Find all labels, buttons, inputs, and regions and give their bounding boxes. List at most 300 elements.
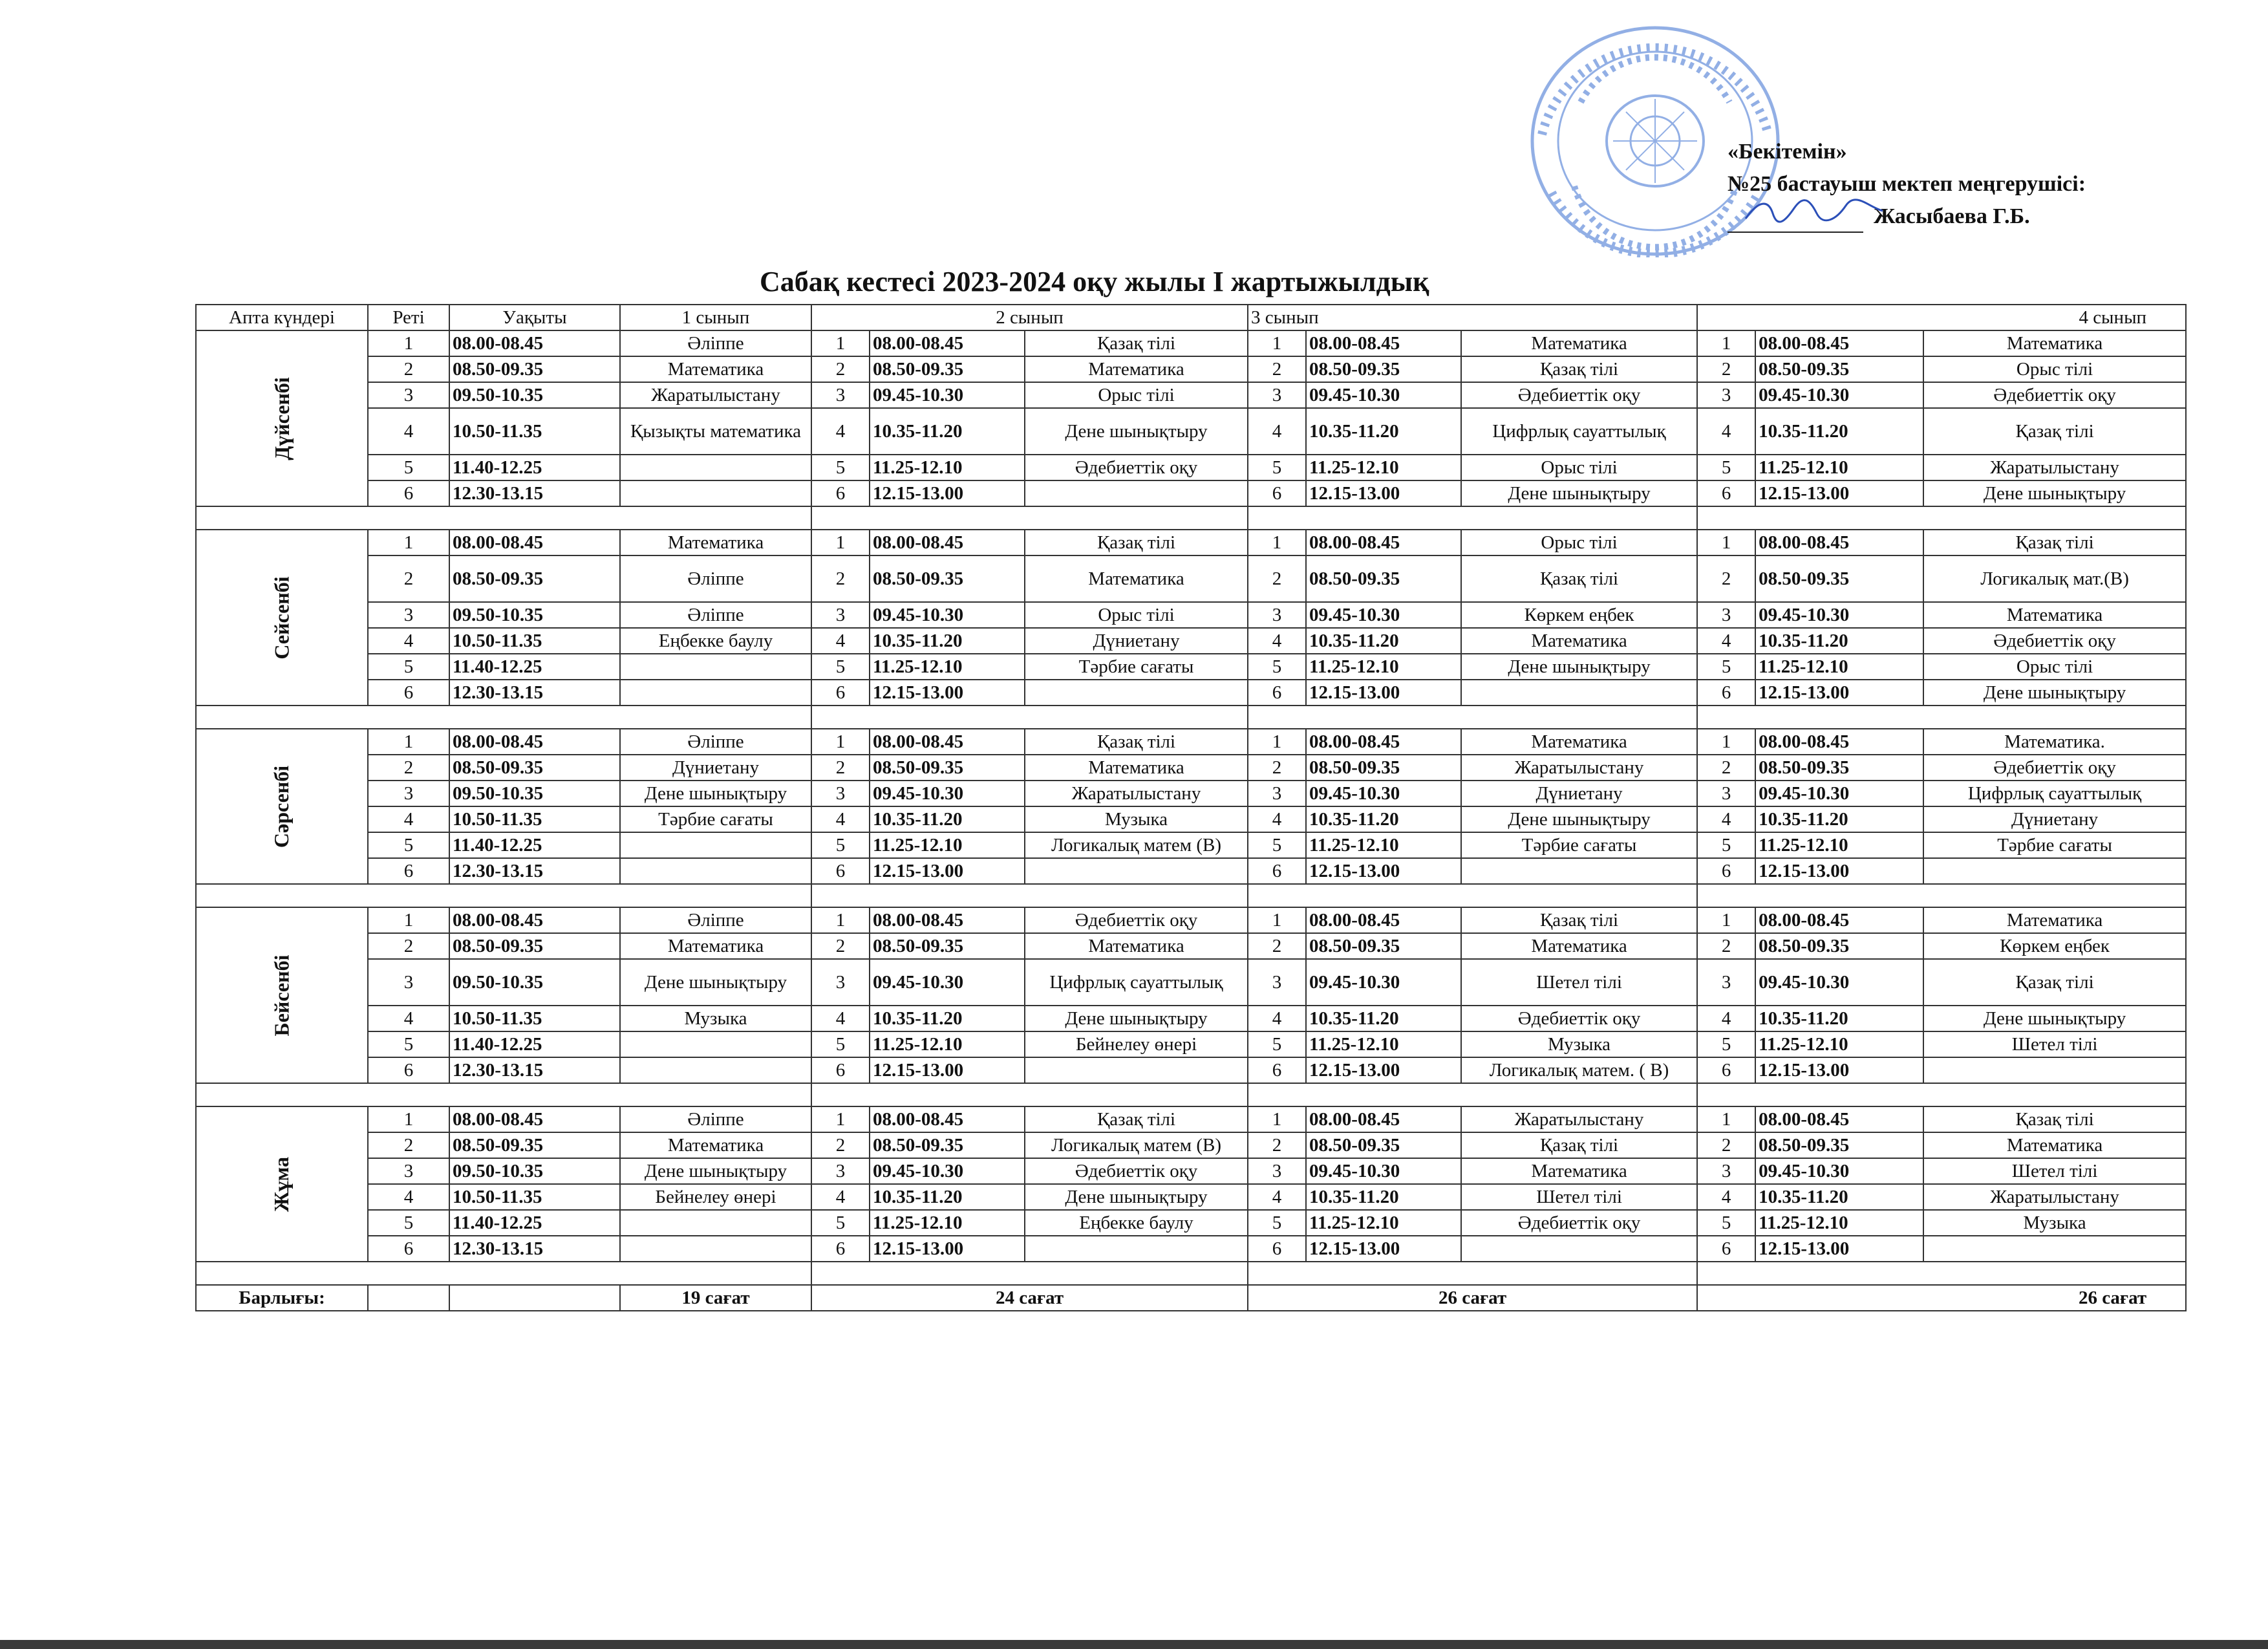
lesson-number-class4: 3 — [1697, 1158, 1755, 1184]
approval-title: «Бекітемін» — [1728, 140, 1847, 164]
lesson-time-class4: 09.45-10.30 — [1755, 602, 1923, 628]
lesson-time-class1: 08.50-09.35 — [449, 755, 620, 781]
lesson-time-class1: 09.50-10.35 — [449, 781, 620, 806]
lesson-number-class4: 5 — [1697, 832, 1755, 858]
table-row — [196, 1236, 2186, 1262]
subject-class4: Орыс тілі — [1923, 356, 2186, 382]
lesson-time-class1: 09.50-10.35 — [449, 382, 620, 408]
lesson-time-class1: 08.00-08.45 — [449, 330, 620, 356]
separator-row — [196, 706, 2186, 729]
subject-class2: Әдебиеттік оқу — [1025, 1158, 1248, 1184]
lesson-time-class4: 08.00-08.45 — [1755, 907, 1923, 933]
lesson-time-class2: 11.25-12.10 — [870, 654, 1025, 680]
lesson-time-class4: 10.35-11.20 — [1755, 1184, 1923, 1210]
table-row — [196, 654, 2186, 680]
lesson-number-class2: 4 — [811, 408, 870, 455]
lesson-time-class2: 12.15-13.00 — [870, 1236, 1025, 1262]
lesson-number-class2: 3 — [811, 781, 870, 806]
subject-class2: Дене шынықтыру — [1025, 1184, 1248, 1210]
subject-class2: Дене шынықтыру — [1025, 1006, 1248, 1031]
totals-class4: 26 сағат — [1697, 1285, 2186, 1311]
lesson-number-class1: 5 — [368, 832, 449, 858]
lesson-time-class4: 09.45-10.30 — [1755, 959, 1923, 1006]
lesson-time-class2: 12.15-13.00 — [870, 858, 1025, 884]
lesson-number-class2: 2 — [811, 356, 870, 382]
separator-row — [196, 506, 2186, 530]
lesson-time-class3: 08.50-09.35 — [1306, 356, 1461, 382]
header-class1: 1 сынып — [620, 305, 811, 330]
lesson-number-class4: 1 — [1697, 1106, 1755, 1132]
subject-class4: Жаратылыстану — [1923, 455, 2186, 480]
lesson-number-class2: 5 — [811, 1031, 870, 1057]
subject-class1: Математика — [620, 530, 811, 555]
subject-class4: Шетел тілі — [1923, 1031, 2186, 1057]
lesson-number-class3: 1 — [1248, 1106, 1306, 1132]
lesson-number-class2: 3 — [811, 602, 870, 628]
lesson-number-class4: 6 — [1697, 680, 1755, 706]
lesson-time-class3: 11.25-12.10 — [1306, 1031, 1461, 1057]
table-row — [196, 933, 2186, 959]
lesson-time-class2: 11.25-12.10 — [870, 455, 1025, 480]
subject-class3: Қазақ тілі — [1461, 555, 1697, 602]
subject-class1: Математика — [620, 1132, 811, 1158]
table-row — [196, 455, 2186, 480]
header-order: Реті — [368, 305, 449, 330]
lesson-number-class4: 4 — [1697, 1006, 1755, 1031]
subject-class3: Шетел тілі — [1461, 1184, 1697, 1210]
subject-class2: Орыс тілі — [1025, 382, 1248, 408]
lesson-time-class1: 10.50-11.35 — [449, 806, 620, 832]
lesson-time-class3: 08.00-08.45 — [1306, 530, 1461, 555]
lesson-number-class2: 6 — [811, 1057, 870, 1083]
separator-cell — [196, 1083, 811, 1106]
lesson-number-class1: 6 — [368, 680, 449, 706]
lesson-number-class3: 3 — [1248, 602, 1306, 628]
lesson-time-class4: 09.45-10.30 — [1755, 1158, 1923, 1184]
lesson-number-class4: 2 — [1697, 356, 1755, 382]
lesson-time-class2: 10.35-11.20 — [870, 1006, 1025, 1031]
lesson-time-class2: 08.50-09.35 — [870, 356, 1025, 382]
table-row — [196, 680, 2186, 706]
lesson-time-class4: 08.00-08.45 — [1755, 330, 1923, 356]
lesson-number-class4: 4 — [1697, 628, 1755, 654]
lesson-time-class2: 12.15-13.00 — [870, 1057, 1025, 1083]
subject-class4: Математика — [1923, 330, 2186, 356]
header-class3: 3 сынып — [1248, 305, 1697, 330]
subject-class2: Логикалық матем (В) — [1025, 1132, 1248, 1158]
lesson-time-class3: 11.25-12.10 — [1306, 654, 1461, 680]
lesson-time-class3: 08.00-08.45 — [1306, 907, 1461, 933]
separator-cell — [1248, 1083, 1697, 1106]
lesson-number-class1: 4 — [368, 806, 449, 832]
lesson-number-class1: 4 — [368, 628, 449, 654]
subject-class2 — [1025, 1057, 1248, 1083]
lesson-number-class2: 3 — [811, 382, 870, 408]
table-row — [196, 1031, 2186, 1057]
lesson-number-class2: 2 — [811, 755, 870, 781]
subject-class4: Дене шынықтыру — [1923, 480, 2186, 506]
lesson-time-class1: 08.50-09.35 — [449, 1132, 620, 1158]
separator-cell — [196, 506, 811, 530]
subject-class1 — [620, 1057, 811, 1083]
subject-class1 — [620, 480, 811, 506]
lesson-time-class3: 11.25-12.10 — [1306, 832, 1461, 858]
day-label — [196, 530, 368, 706]
subject-class2: Музыка — [1025, 806, 1248, 832]
lesson-time-class2: 09.45-10.30 — [870, 781, 1025, 806]
lesson-time-class4: 09.45-10.30 — [1755, 382, 1923, 408]
separator-cell — [1248, 506, 1697, 530]
subject-class4: Шетел тілі — [1923, 1158, 2186, 1184]
lesson-time-class1: 08.50-09.35 — [449, 933, 620, 959]
lesson-number-class1: 1 — [368, 330, 449, 356]
separator-cell — [1697, 706, 2186, 729]
lesson-number-class3: 6 — [1248, 858, 1306, 884]
lesson-time-class1: 11.40-12.25 — [449, 654, 620, 680]
lesson-time-class3: 08.50-09.35 — [1306, 933, 1461, 959]
lesson-number-class3: 6 — [1248, 680, 1306, 706]
lesson-number-class1: 3 — [368, 781, 449, 806]
lesson-time-class4: 11.25-12.10 — [1755, 1031, 1923, 1057]
lesson-number-class1: 2 — [368, 1132, 449, 1158]
day-name: Сәрсенбі — [270, 765, 294, 848]
lesson-time-class3: 12.15-13.00 — [1306, 1236, 1461, 1262]
lesson-number-class4: 4 — [1697, 806, 1755, 832]
lesson-time-class4: 10.35-11.20 — [1755, 628, 1923, 654]
subject-class3: Жаратылыстану — [1461, 1106, 1697, 1132]
totals-row — [196, 1285, 2186, 1311]
subject-class2 — [1025, 480, 1248, 506]
lesson-number-class4: 5 — [1697, 1210, 1755, 1236]
subject-class3: Дене шынықтыру — [1461, 806, 1697, 832]
subject-class4: Тәрбие сағаты — [1923, 832, 2186, 858]
lesson-time-class1: 11.40-12.25 — [449, 832, 620, 858]
lesson-number-class2: 2 — [811, 933, 870, 959]
subject-class4: Дүниетану — [1923, 806, 2186, 832]
lesson-number-class4: 3 — [1697, 602, 1755, 628]
lesson-number-class3: 6 — [1248, 480, 1306, 506]
subject-class4: Дене шынықтыру — [1923, 680, 2186, 706]
lesson-number-class4: 1 — [1697, 907, 1755, 933]
lesson-time-class3: 12.15-13.00 — [1306, 680, 1461, 706]
subject-class1 — [620, 832, 811, 858]
schedule-body — [196, 330, 2186, 1285]
table-row — [196, 1106, 2186, 1132]
subject-class4: Математика — [1923, 602, 2186, 628]
subject-class2: Қазақ тілі — [1025, 1106, 1248, 1132]
lesson-number-class4: 5 — [1697, 654, 1755, 680]
separator-row — [196, 1083, 2186, 1106]
lesson-time-class4: 11.25-12.10 — [1755, 1210, 1923, 1236]
lesson-number-class3: 1 — [1248, 530, 1306, 555]
lesson-number-class1: 1 — [368, 907, 449, 933]
lesson-time-class2: 10.35-11.20 — [870, 628, 1025, 654]
subject-class3 — [1461, 680, 1697, 706]
subject-class2: Орыс тілі — [1025, 602, 1248, 628]
day-name: Бейсенбі — [270, 954, 294, 1036]
subject-class1 — [620, 858, 811, 884]
subject-class4: Математика. — [1923, 729, 2186, 755]
lesson-number-class3: 4 — [1248, 408, 1306, 455]
lesson-number-class2: 4 — [811, 1184, 870, 1210]
lesson-time-class3: 09.45-10.30 — [1306, 1158, 1461, 1184]
subject-class2: Дүниетану — [1025, 628, 1248, 654]
lesson-number-class1: 6 — [368, 858, 449, 884]
separator-cell — [811, 1083, 1248, 1106]
subject-class3: Математика — [1461, 330, 1697, 356]
lesson-number-class1: 3 — [368, 959, 449, 1006]
approval-position: №25 бастауыш мектеп меңгерушісі: — [1728, 172, 2086, 196]
lesson-time-class3: 11.25-12.10 — [1306, 455, 1461, 480]
table-row — [196, 1158, 2186, 1184]
subject-class1 — [620, 1236, 811, 1262]
totals-empty-1 — [368, 1285, 449, 1311]
subject-class4: Қазақ тілі — [1923, 959, 2186, 1006]
table-row — [196, 1006, 2186, 1031]
lesson-number-class1: 2 — [368, 933, 449, 959]
lesson-number-class4: 6 — [1697, 1236, 1755, 1262]
lesson-time-class3: 11.25-12.10 — [1306, 1210, 1461, 1236]
lesson-time-class4: 10.35-11.20 — [1755, 1006, 1923, 1031]
lesson-number-class3: 2 — [1248, 555, 1306, 602]
lesson-time-class4: 08.50-09.35 — [1755, 755, 1923, 781]
subject-class1: Бейнелеу өнері — [620, 1184, 811, 1210]
lesson-number-class2: 5 — [811, 654, 870, 680]
lesson-time-class4: 12.15-13.00 — [1755, 1236, 1923, 1262]
subject-class1: Әліппе — [620, 1106, 811, 1132]
lesson-time-class3: 08.50-09.35 — [1306, 755, 1461, 781]
subject-class1: Дүниетану — [620, 755, 811, 781]
subject-class2: Математика — [1025, 555, 1248, 602]
table-row — [196, 382, 2186, 408]
lesson-time-class4: 10.35-11.20 — [1755, 408, 1923, 455]
subject-class4: Математика — [1923, 1132, 2186, 1158]
table-row — [196, 1184, 2186, 1210]
subject-class1: Музыка — [620, 1006, 811, 1031]
subject-class3: Дене шынықтыру — [1461, 480, 1697, 506]
subject-class3: Математика — [1461, 1158, 1697, 1184]
table-row — [196, 1057, 2186, 1083]
lesson-time-class3: 08.50-09.35 — [1306, 555, 1461, 602]
subject-class1: Дене шынықтыру — [620, 781, 811, 806]
lesson-time-class4: 12.15-13.00 — [1755, 480, 1923, 506]
lesson-number-class3: 1 — [1248, 330, 1306, 356]
table-row — [196, 480, 2186, 506]
lesson-number-class2: 2 — [811, 1132, 870, 1158]
lesson-time-class2: 09.45-10.30 — [870, 959, 1025, 1006]
page-title: Сабақ кестесі 2023-2024 оқу жылы І жартыжылдық — [760, 266, 1429, 297]
day-name: Сейсенбі — [270, 576, 294, 660]
lesson-number-class2: 4 — [811, 1006, 870, 1031]
subject-class4: Әдебиеттік оқу — [1923, 755, 2186, 781]
lesson-time-class3: 12.15-13.00 — [1306, 1057, 1461, 1083]
subject-class1: Жаратылыстану — [620, 382, 811, 408]
subject-class1 — [620, 455, 811, 480]
subject-class3: Қазақ тілі — [1461, 1132, 1697, 1158]
lesson-number-class2: 5 — [811, 1210, 870, 1236]
lesson-number-class1: 5 — [368, 1210, 449, 1236]
lesson-number-class3: 2 — [1248, 1132, 1306, 1158]
lesson-time-class2: 08.50-09.35 — [870, 755, 1025, 781]
lesson-number-class4: 4 — [1697, 1184, 1755, 1210]
day-label — [196, 907, 368, 1083]
lesson-number-class3: 5 — [1248, 832, 1306, 858]
totals-class2: 24 сағат — [811, 1285, 1248, 1311]
subject-class1: Дене шынықтыру — [620, 1158, 811, 1184]
subject-class1: Әліппе — [620, 330, 811, 356]
subject-class4: Музыка — [1923, 1210, 2186, 1236]
lesson-time-class2: 10.35-11.20 — [870, 806, 1025, 832]
separator-row — [196, 1262, 2186, 1285]
lesson-time-class1: 12.30-13.15 — [449, 1236, 620, 1262]
lesson-time-class4: 08.00-08.45 — [1755, 530, 1923, 555]
subject-class3: Жаратылыстану — [1461, 755, 1697, 781]
header-class2: 2 сынып — [811, 305, 1248, 330]
subject-class1 — [620, 1210, 811, 1236]
lesson-time-class3: 08.00-08.45 — [1306, 330, 1461, 356]
day-label — [196, 330, 368, 506]
subject-class2: Математика — [1025, 755, 1248, 781]
subject-class4: Қазақ тілі — [1923, 408, 2186, 455]
lesson-time-class3: 09.45-10.30 — [1306, 959, 1461, 1006]
lesson-time-class3: 09.45-10.30 — [1306, 602, 1461, 628]
day-name: Дүйсенбі — [270, 376, 294, 460]
table-row — [196, 907, 2186, 933]
lesson-number-class4: 2 — [1697, 1132, 1755, 1158]
subject-class4 — [1923, 1057, 2186, 1083]
lesson-time-class2: 12.15-13.00 — [870, 480, 1025, 506]
lesson-number-class3: 4 — [1248, 1184, 1306, 1210]
table-row — [196, 729, 2186, 755]
lesson-number-class2: 6 — [811, 480, 870, 506]
subject-class4: Қазақ тілі — [1923, 530, 2186, 555]
lesson-number-class4: 1 — [1697, 729, 1755, 755]
separator-cell — [1697, 1083, 2186, 1106]
subject-class1: Математика — [620, 356, 811, 382]
lesson-number-class2: 5 — [811, 455, 870, 480]
lesson-time-class1: 08.00-08.45 — [449, 907, 620, 933]
lesson-time-class1: 12.30-13.15 — [449, 680, 620, 706]
lesson-number-class3: 3 — [1248, 781, 1306, 806]
subject-class2: Әдебиеттік оқу — [1025, 455, 1248, 480]
lesson-number-class2: 3 — [811, 959, 870, 1006]
table-row — [196, 356, 2186, 382]
subject-class2: Дене шынықтыру — [1025, 408, 1248, 455]
table-row — [196, 530, 2186, 555]
lesson-number-class3: 4 — [1248, 628, 1306, 654]
subject-class4: Логикалық мат.(В) — [1923, 555, 2186, 602]
lesson-time-class1: 08.00-08.45 — [449, 1106, 620, 1132]
subject-class1 — [620, 1031, 811, 1057]
lesson-number-class1: 3 — [368, 602, 449, 628]
lesson-time-class4: 11.25-12.10 — [1755, 654, 1923, 680]
lesson-time-class2: 11.25-12.10 — [870, 1210, 1025, 1236]
header-row — [196, 305, 2186, 330]
subject-class3: Музыка — [1461, 1031, 1697, 1057]
lesson-time-class1: 11.40-12.25 — [449, 1031, 620, 1057]
lesson-number-class3: 6 — [1248, 1236, 1306, 1262]
table-row — [196, 408, 2186, 455]
lesson-number-class4: 6 — [1697, 1057, 1755, 1083]
lesson-time-class3: 12.15-13.00 — [1306, 858, 1461, 884]
lesson-time-class1: 10.50-11.35 — [449, 1184, 620, 1210]
lesson-time-class2: 08.00-08.45 — [870, 729, 1025, 755]
subject-class4: Қазақ тілі — [1923, 1106, 2186, 1132]
header-time: Уақыты — [449, 305, 620, 330]
table-row — [196, 1132, 2186, 1158]
subject-class2: Қазақ тілі — [1025, 530, 1248, 555]
table-row — [196, 832, 2186, 858]
lesson-number-class3: 5 — [1248, 654, 1306, 680]
subject-class3 — [1461, 858, 1697, 884]
lesson-number-class3: 2 — [1248, 755, 1306, 781]
lesson-number-class3: 4 — [1248, 806, 1306, 832]
subject-class3: Әдебиеттік оқу — [1461, 382, 1697, 408]
lesson-time-class1: 09.50-10.35 — [449, 602, 620, 628]
subject-class4 — [1923, 1236, 2186, 1262]
lesson-number-class1: 5 — [368, 1031, 449, 1057]
lesson-number-class3: 3 — [1248, 1158, 1306, 1184]
lesson-number-class1: 3 — [368, 382, 449, 408]
separator-cell — [811, 706, 1248, 729]
header-days: Апта күндері — [196, 305, 368, 330]
subject-class1: Әліппе — [620, 907, 811, 933]
lesson-time-class3: 10.35-11.20 — [1306, 408, 1461, 455]
subject-class3 — [1461, 1236, 1697, 1262]
lesson-number-class4: 4 — [1697, 408, 1755, 455]
lesson-number-class4: 3 — [1697, 781, 1755, 806]
lesson-time-class1: 08.50-09.35 — [449, 555, 620, 602]
lesson-time-class1: 09.50-10.35 — [449, 959, 620, 1006]
separator-cell — [1697, 1262, 2186, 1285]
lesson-time-class1: 10.50-11.35 — [449, 1006, 620, 1031]
lesson-number-class3: 5 — [1248, 455, 1306, 480]
subject-class3: Әдебиеттік оқу — [1461, 1210, 1697, 1236]
lesson-number-class4: 1 — [1697, 330, 1755, 356]
lesson-time-class2: 12.15-13.00 — [870, 680, 1025, 706]
lesson-number-class2: 4 — [811, 806, 870, 832]
lesson-number-class3: 6 — [1248, 1057, 1306, 1083]
subject-class1 — [620, 654, 811, 680]
subject-class4: Жаратылыстану — [1923, 1184, 2186, 1210]
table-row — [196, 858, 2186, 884]
subject-class2: Цифрлық сауаттылық — [1025, 959, 1248, 1006]
lesson-time-class2: 08.50-09.35 — [870, 1132, 1025, 1158]
lesson-time-class4: 08.50-09.35 — [1755, 1132, 1923, 1158]
subject-class3: Көркем еңбек — [1461, 602, 1697, 628]
lesson-time-class2: 09.45-10.30 — [870, 1158, 1025, 1184]
lesson-time-class2: 08.50-09.35 — [870, 933, 1025, 959]
table-row — [196, 781, 2186, 806]
subject-class2: Жаратылыстану — [1025, 781, 1248, 806]
lesson-number-class1: 5 — [368, 654, 449, 680]
lesson-number-class1: 2 — [368, 356, 449, 382]
lesson-number-class1: 2 — [368, 555, 449, 602]
lesson-time-class4: 10.35-11.20 — [1755, 806, 1923, 832]
lesson-time-class3: 10.35-11.20 — [1306, 806, 1461, 832]
lesson-number-class2: 4 — [811, 628, 870, 654]
subject-class2: Математика — [1025, 356, 1248, 382]
lesson-time-class2: 08.00-08.45 — [870, 1106, 1025, 1132]
lesson-time-class2: 09.45-10.30 — [870, 382, 1025, 408]
lesson-time-class1: 09.50-10.35 — [449, 1158, 620, 1184]
handwritten-signature-icon — [1739, 194, 1888, 226]
lesson-number-class4: 2 — [1697, 755, 1755, 781]
lesson-time-class4: 08.00-08.45 — [1755, 729, 1923, 755]
lesson-time-class4: 08.50-09.35 — [1755, 555, 1923, 602]
subject-class4: Орыс тілі — [1923, 654, 2186, 680]
separator-cell — [811, 1262, 1248, 1285]
